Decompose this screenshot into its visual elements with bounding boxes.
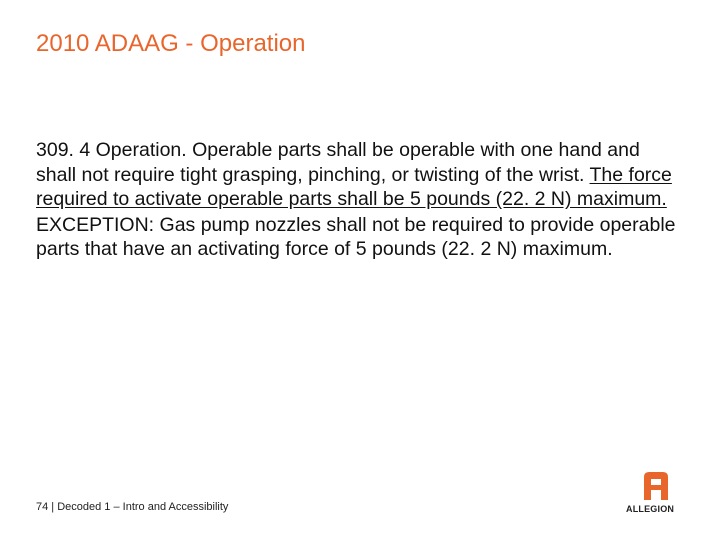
slide-title: 2010 ADAAG - Operation — [36, 30, 306, 57]
slide-footer: 74 | Decoded 1 – Intro and Accessibility — [36, 501, 229, 513]
allegion-logo — [624, 472, 688, 516]
body-paragraph-operation — [36, 138, 684, 212]
operation-force-requirement: The force required to activate operable parts shall be 5 pounds (22. 2 N) maximum. — [36, 163, 672, 210]
allegion-logo-icon — [644, 472, 668, 500]
operation-text: 309. 4 Operation. Operable parts shall be operable with one hand and shall not require tight grasping, pinching, or twisting of the wrist. — [36, 139, 640, 186]
allegion-wordmark: ALLEGION — [626, 504, 675, 514]
slide-body — [36, 138, 684, 262]
body-paragraph-exception: EXCEPTION: Gas pump nozzles shall not be required to provide operable parts that have an activating force of 5 pounds (22. 2 N) maximum. — [36, 213, 676, 260]
